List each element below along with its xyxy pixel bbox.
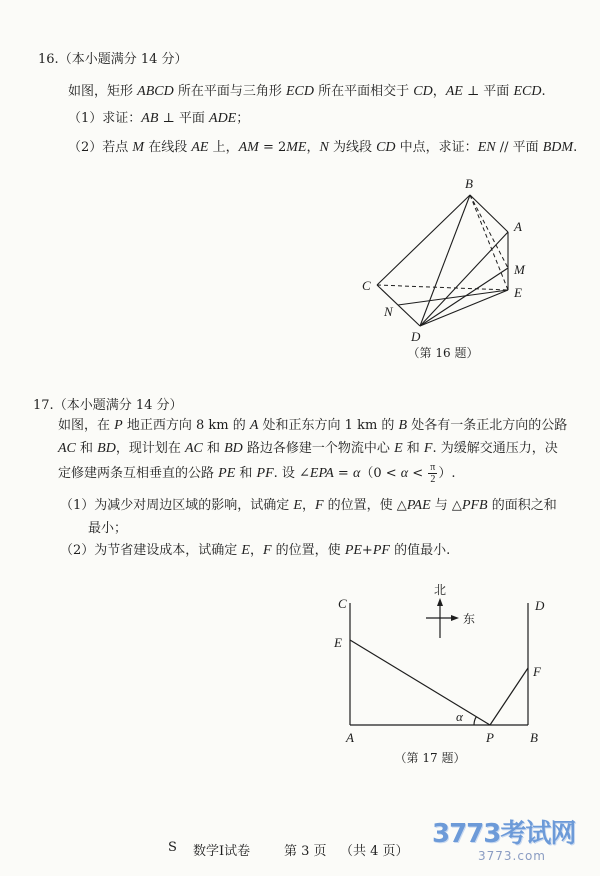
text-run: ）. xyxy=(438,466,456,481)
label-N: N xyxy=(384,304,393,319)
math-symbol: A xyxy=(249,418,259,433)
text-run: ， xyxy=(249,543,263,558)
q17-part-1-line-2 xyxy=(88,520,127,538)
label-M: M xyxy=(514,262,525,277)
text-run: ⊥ 平面 xyxy=(462,84,514,99)
math-symbol: F xyxy=(314,498,324,513)
hidden-edge-BE xyxy=(470,195,508,290)
math-symbol: AM xyxy=(238,140,259,155)
text-run: （2）若点 xyxy=(68,140,133,155)
text-run: 定修建两条互相垂直的公路 xyxy=(58,466,219,481)
hidden-edge-BM xyxy=(470,195,508,268)
q16-number: 16. xyxy=(38,52,59,67)
math-symbol: M xyxy=(132,140,145,155)
label-D: D xyxy=(535,598,545,613)
fraction-denominator: 2 xyxy=(430,474,436,485)
text-run: 和 xyxy=(402,441,424,456)
math-symbol: E xyxy=(394,441,403,456)
text-run: 最小； xyxy=(88,521,128,536)
text-run: 的位置，使 △ xyxy=(323,498,407,513)
math-symbol: PF xyxy=(372,543,390,558)
q16-heading xyxy=(38,51,188,69)
math-symbol: AE xyxy=(191,140,209,155)
q17-score-note: （本小题满分 14 分） xyxy=(53,398,183,413)
math-symbol: ECD xyxy=(513,84,542,99)
label-C: C xyxy=(338,596,347,611)
text-run: （1）为减少对周边区域的影响，试确定 xyxy=(60,498,294,513)
q16-part-1 xyxy=(68,110,249,128)
q17-part-2 xyxy=(60,542,450,560)
text-run: ， xyxy=(432,84,446,99)
fraction xyxy=(428,462,437,485)
q16-figure-caption: （第 16 题） xyxy=(407,346,479,360)
label-E: E xyxy=(514,285,522,300)
math-symbol: CD xyxy=(376,140,396,155)
page-number: 第 3 页 xyxy=(284,844,327,859)
math-symbol: BDM xyxy=(542,140,574,155)
road-PE xyxy=(350,640,490,725)
text-run: . 设 ∠ xyxy=(273,466,310,481)
text-run: 如图，矩形 xyxy=(68,84,138,99)
math-symbol: PF xyxy=(256,466,274,481)
text-run: 所在平面相交于 xyxy=(313,84,414,99)
text-run: 和 xyxy=(202,441,225,456)
math-symbol: AE xyxy=(445,84,463,99)
label-C: C xyxy=(362,278,371,293)
q17-figure-caption: （第 17 题） xyxy=(394,751,466,765)
compass-east-arrowhead xyxy=(451,615,459,621)
math-symbol: P xyxy=(114,418,123,433)
label-P: P xyxy=(486,730,494,745)
page-total: （共 4 页） xyxy=(340,844,409,859)
math-symbol: ADE xyxy=(209,111,237,126)
label-E: E xyxy=(334,635,342,650)
label-alpha: α xyxy=(456,709,463,724)
text-run: ； xyxy=(236,111,250,126)
text-run: 的值最小. xyxy=(389,543,451,558)
q17-statement-line-1 xyxy=(58,417,567,435)
math-symbol: ECD xyxy=(285,84,314,99)
text-run: 上， xyxy=(208,140,239,155)
edge-DE xyxy=(420,290,508,326)
math-symbol: N xyxy=(319,140,329,155)
edge-BA xyxy=(470,195,508,232)
text-run: 和 xyxy=(75,441,98,456)
text-run: < xyxy=(408,466,428,481)
label-A: A xyxy=(514,219,522,234)
math-symbol: EN xyxy=(477,140,496,155)
text-run: 的面积之和 xyxy=(487,498,557,513)
text-run: 处和正东方向 1 km 的 xyxy=(258,418,399,433)
label-B: B xyxy=(530,730,538,745)
angle-arc xyxy=(474,717,476,725)
math-symbol: PE xyxy=(218,466,236,481)
q17-part-1-line-1 xyxy=(60,497,557,515)
compass-north-label: 北 xyxy=(434,583,447,597)
math-symbol: AC xyxy=(58,441,76,456)
math-symbol: ME xyxy=(286,140,307,155)
watermark-logo: 3773考试网 xyxy=(432,819,576,849)
label-A: A xyxy=(346,730,354,745)
math-symbol: F xyxy=(262,543,272,558)
paper-subject: 数学Ⅰ试卷 xyxy=(193,844,251,859)
edge-DA xyxy=(420,232,508,326)
math-symbol: BD xyxy=(97,441,116,456)
q17-number: 17. xyxy=(33,398,54,413)
text-run: 路边各修建一个物流中心 xyxy=(242,441,395,456)
math-symbol: α xyxy=(400,466,409,481)
text-run: （2）为节省建设成本，试确定 xyxy=(60,543,242,558)
q16-part-2 xyxy=(68,139,577,157)
math-symbol: E xyxy=(293,498,302,513)
text-run: ，现计划在 xyxy=(115,441,185,456)
math-symbol: AB xyxy=(141,111,159,126)
math-symbol: BD xyxy=(224,441,243,456)
compass-east-label: 东 xyxy=(463,612,476,626)
text-run: 和 xyxy=(235,466,257,481)
math-symbol: AC xyxy=(184,441,203,456)
watermark-url: 3773.com xyxy=(478,849,546,863)
text-run: （0 < xyxy=(360,466,401,481)
q17-heading xyxy=(33,397,183,415)
text-run: = 2 xyxy=(258,140,287,155)
edge-BD xyxy=(420,195,470,326)
math-symbol: PAE xyxy=(406,498,431,513)
text-run: . xyxy=(573,140,578,155)
text-run: 的位置，使 xyxy=(271,543,345,558)
text-run: ⊥ 平面 xyxy=(158,111,210,126)
q16-figure xyxy=(340,175,560,347)
text-run: 与 △ xyxy=(430,498,462,513)
edge-DM xyxy=(420,268,508,326)
text-run: ， xyxy=(301,498,315,513)
text-run: 中点，求证： xyxy=(395,140,478,155)
q16-statement xyxy=(68,83,546,101)
road-PF xyxy=(490,668,528,725)
math-symbol: EPA xyxy=(309,466,334,481)
text-run: （1）求证： xyxy=(68,111,142,126)
text-run: 地正西方向 8 km 的 xyxy=(122,418,250,433)
math-symbol: E xyxy=(241,543,250,558)
text-run: 为线段 xyxy=(328,140,377,155)
text-run: 如图，在 xyxy=(58,418,115,433)
math-symbol: ABCD xyxy=(137,84,174,99)
text-run: ， xyxy=(306,140,320,155)
q17-figure xyxy=(320,580,560,750)
edge-NE xyxy=(398,290,508,305)
q16-score-note: （本小题满分 14 分） xyxy=(58,52,188,67)
math-symbol: CD xyxy=(413,84,433,99)
text-run: + xyxy=(361,543,373,558)
text-run: 在线段 xyxy=(144,140,192,155)
edge-BC xyxy=(377,195,470,285)
text-run: . 为缓解交通压力，决 xyxy=(432,441,558,456)
math-symbol: PE xyxy=(344,543,362,558)
hidden-edge-CE xyxy=(377,285,508,290)
math-symbol: F xyxy=(423,441,433,456)
text-run: // 平面 xyxy=(495,140,543,155)
text-run: 处各有一条正北方向的公路 xyxy=(407,418,568,433)
math-symbol: α xyxy=(352,466,361,481)
math-symbol: B xyxy=(398,418,408,433)
label-D: D xyxy=(411,329,421,344)
text-run: 所在平面与三角形 xyxy=(173,84,286,99)
compass-north-arrowhead xyxy=(437,598,443,606)
text-run: = xyxy=(333,466,353,481)
paper-code: S xyxy=(168,840,177,855)
text-run: . xyxy=(541,84,546,99)
math-symbol: PFB xyxy=(461,498,488,513)
label-F: F xyxy=(533,664,541,679)
q17-statement-line-3 xyxy=(58,462,455,485)
q17-statement-line-2 xyxy=(58,440,558,458)
fraction-numerator: π xyxy=(430,462,436,473)
label-B: B xyxy=(465,176,473,191)
